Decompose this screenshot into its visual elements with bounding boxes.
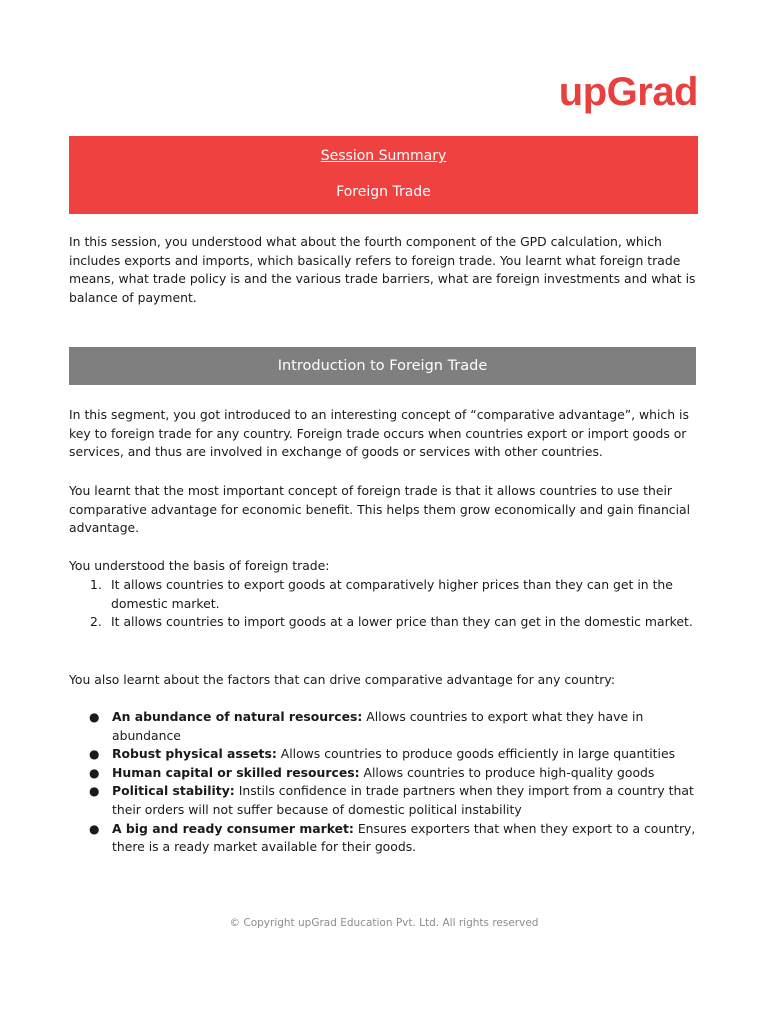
section-title: Introduction to Foreign Trade	[277, 358, 488, 374]
bullet-icon: ●	[89, 710, 100, 724]
bullet-icon: ●	[89, 747, 100, 762]
factors-intro: You also learnt about the factors that can drive comparative advantage for any country:	[69, 672, 616, 687]
factor-desc: Allows countries to produce high-quality goods	[359, 764, 655, 780]
list-item	[69, 820, 709, 857]
factor-desc: Ensures exporters that when they export to a country, there is a ready market available for their goods.	[112, 820, 696, 855]
factor-desc: Allows countries to produce goods efficiently in large quantities	[276, 746, 676, 762]
summary-title: Session Summary	[320, 148, 447, 164]
list-item	[69, 764, 709, 783]
list-item	[69, 576, 709, 613]
intro-paragraph: In this session, you understood what about the fourth component of the GPD calculation, which includes exports and imports, which basically refers to foreign trade. You learnt what foreign trade means, what trade policy is and the various trade barriers, what are foreign investments and what is balance of payment.	[69, 234, 696, 305]
section-heading-bar	[69, 347, 696, 385]
summary-subtitle: Foreign Trade	[336, 184, 431, 200]
list-item	[69, 782, 709, 819]
copyright-footer: © Copyright upGrad Education Pvt. Ltd. All rights reserved	[229, 917, 539, 929]
list-number: 2.	[90, 614, 102, 630]
section-paragraph-3: You understood the basis of foreign trade:	[69, 558, 330, 573]
factor-term: Political stability:	[112, 783, 235, 799]
section-paragraph-2: You learnt that the most important concept of foreign trade is that it allows countries to use their comparative advantage for economic benefit. This helps them grow economically and gain financial advantage.	[69, 483, 691, 536]
factor-term: A big and ready consumer market:	[112, 820, 354, 836]
factor-desc: Instils confidence in trade partners when they import from a country that their orders will not suffer because of domestic political instability	[112, 783, 694, 817]
bullet-icon: ●	[89, 821, 100, 836]
list-item-text: It allows countries to export goods at comparatively higher prices than they can get in the domestic market.	[111, 577, 673, 611]
list-item	[69, 708, 709, 745]
factor-term: Robust physical assets:	[112, 746, 277, 762]
list-item	[69, 745, 709, 764]
bullet-icon: ●	[89, 784, 100, 799]
section-paragraph-1: In this segment, you got introduced to an interesting concept of “comparative advantage”, which is key to foreign trade for any country. Foreign trade occurs when countries export or import goods or services, and thus are involved in exchange of goods or services with other countries.	[69, 407, 689, 460]
upgrad-logo: upGrad	[558, 70, 698, 114]
factor-desc: Allows countries to export what they have in abundance	[112, 709, 644, 743]
basis-list	[69, 576, 709, 632]
list-item-text: It allows countries to import goods at a lower price than they can get in the domestic market.	[111, 614, 693, 630]
session-summary-banner	[69, 136, 698, 214]
factor-term: An abundance of natural resources:	[112, 709, 363, 724]
bullet-icon: ●	[89, 765, 100, 780]
factor-term: Human capital or skilled resources:	[112, 764, 360, 780]
list-item	[69, 613, 709, 632]
list-number: 1.	[90, 577, 102, 592]
factors-list	[69, 708, 709, 857]
